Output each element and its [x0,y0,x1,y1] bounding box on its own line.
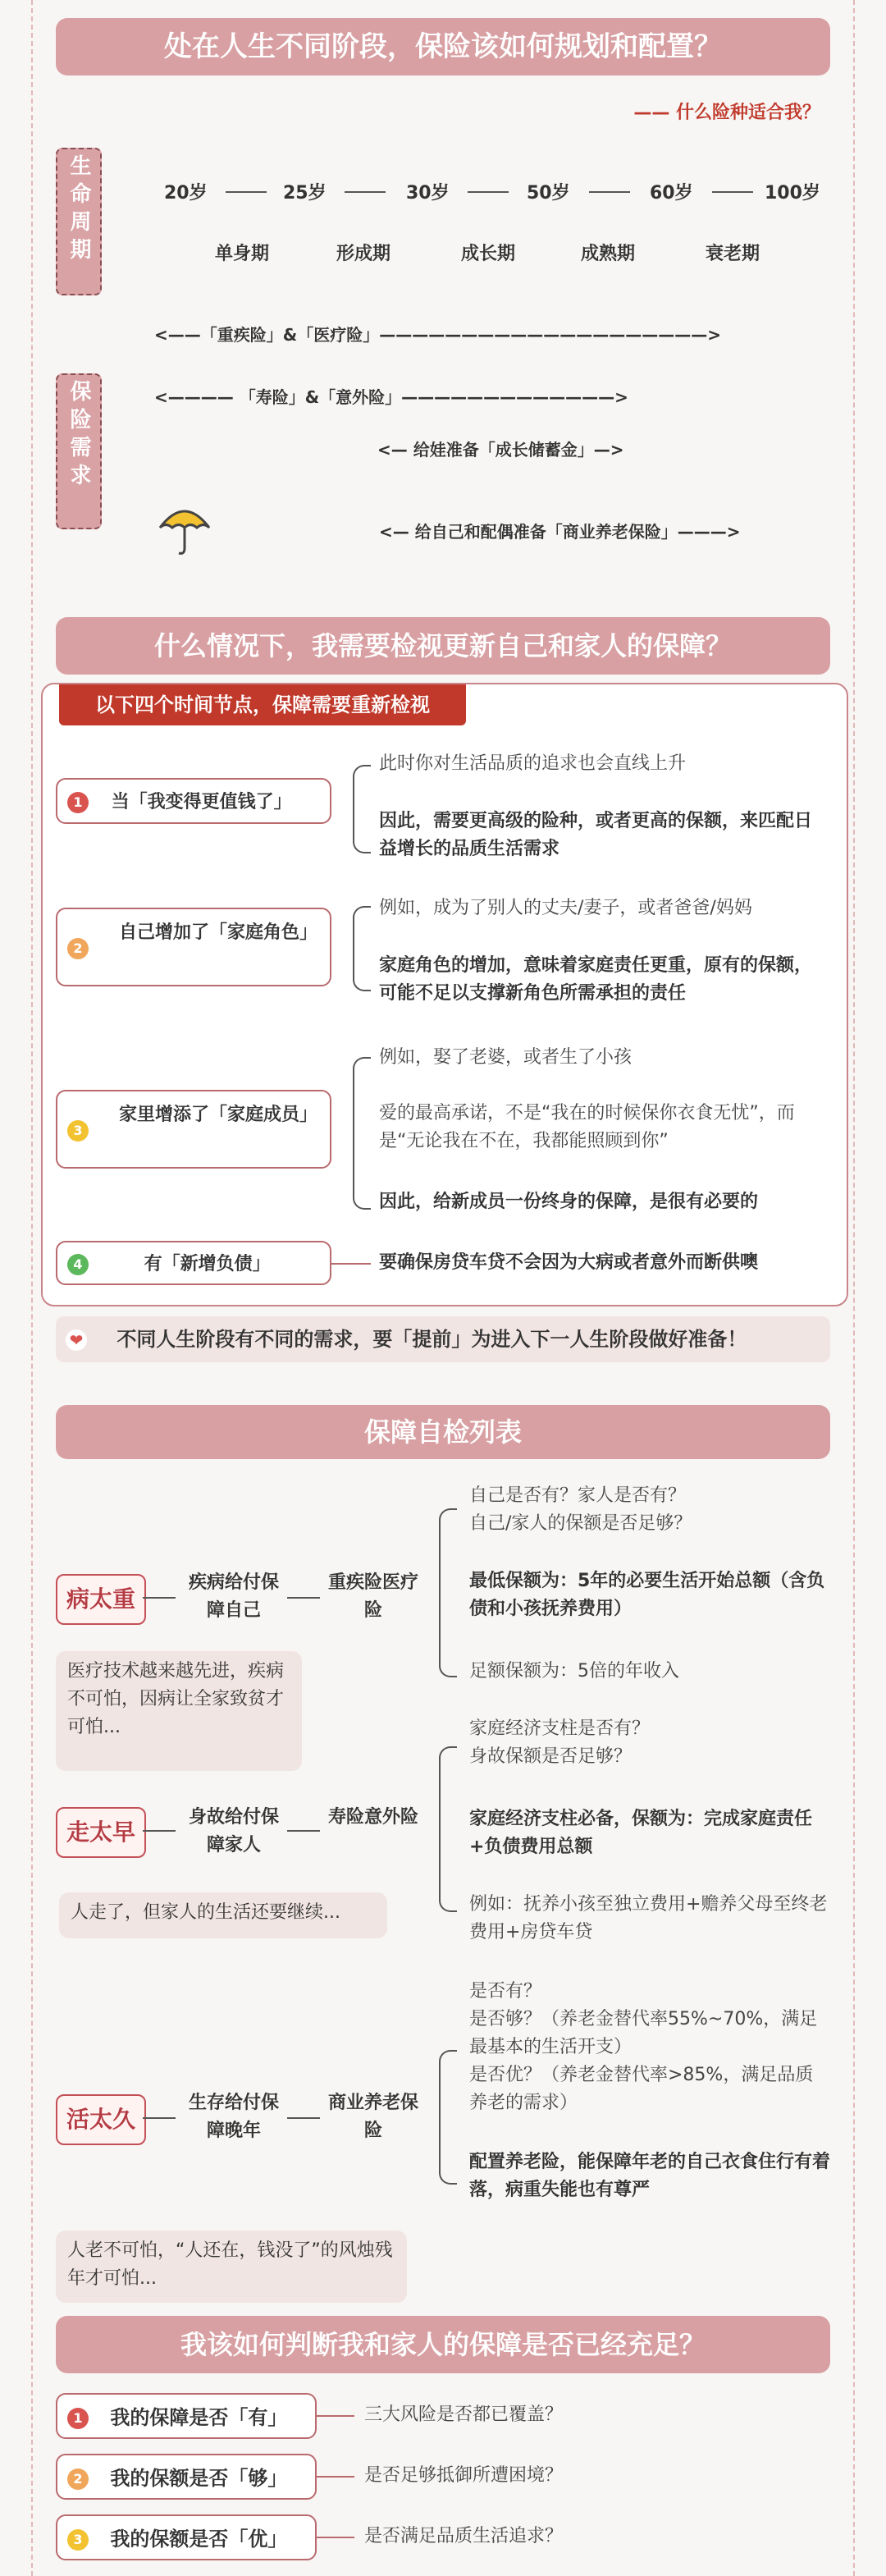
stage-single: 单身期 [215,244,270,264]
adequacy-desc: 是否足够抵御所遭困境？ [364,2465,564,2486]
side-label-lifecycle [56,148,102,295]
adequacy-item-2 [56,2454,317,2500]
age-60: 60岁 [650,183,693,204]
benefit-type: 生存给付保障晚年 [188,2093,279,2141]
section4-title: 我该如何判断我和家人的保障是否已经充足？ [56,2316,830,2373]
adequacy-item-1 [56,2393,317,2439]
age-100: 100岁 [765,183,820,204]
check-line: 自己/家人的保额是否足够？ [469,1513,692,1534]
checkpoint-desc: 此时你对生活品质的追求也会直线上升 [379,753,687,774]
stage-growing: 成长期 [461,244,516,264]
age-50: 50岁 [527,183,570,204]
side-label-needs [56,373,102,529]
arrow-pension: <— 给自己和配偶准备「商业养老保险」———> [379,522,741,542]
connector [143,2117,176,2119]
check-line: 是否优？（养老金替代率>85%，满足品质养老的需求） [469,2065,814,2113]
bracket [353,906,371,991]
number-badge: 4 [67,1254,89,1275]
insurance-types: 重疾险医疗险 [328,1572,419,1621]
risk-tag-longevity: 活太久 [56,2094,146,2145]
section1-title: 处在人生不同阶段，保险该如何规划和配置？ [56,18,830,75]
arrow-life-accident: <———— 「寿险」&「意外险」—————————————> [154,387,628,407]
connector [317,2415,354,2417]
check-line-bold: 配置养老险，能保障年老的自己衣食住行有着落，病重失能也有尊严 [469,2152,831,2200]
heart-icon: ❤ [66,1329,87,1351]
checkpoint-item-2 [56,908,331,986]
check-line: 家庭经济支柱是否有？ [469,1718,651,1739]
checkpoint-desc-bold: 因此，需要更高级的险种，或者更高的保额，来匹配日益增长的品质生活需求 [379,811,813,859]
bracket [439,1508,457,1677]
age-connector [589,191,630,193]
check-line-bold: 家庭经济支柱必备，保额为：完成家庭责任+负债费用总额 [469,1809,813,1857]
connector [317,2476,354,2478]
side-label-needs-text: 保险需求 [66,380,91,492]
age-30: 30岁 [406,183,450,204]
connector [287,2117,320,2119]
connector [287,1597,320,1599]
stage-forming: 形成期 [336,244,391,264]
risk-tag-early-death: 走太早 [56,1807,146,1858]
number-badge: 2 [67,938,89,959]
longevity-note: 人老不可怕，“人还在，钱没了”的风烛残年才可怕... [56,2231,407,2303]
check-line: 例如：抚养小孩至独立费用+赡养父母至终老费用+房贷车贷 [469,1894,828,1942]
section3-title: 保障自检列表 [56,1405,830,1459]
early-death-note: 人走了，但家人的生活还要继续... [59,1892,387,1938]
stage-note-text: 不同人生阶段有不同的需求，要「提前」为进入下一人生阶段做好准备！ [116,1328,747,1351]
check-line: 是否够？（养老金替代率55%~70%，满足最基本的生活开支） [469,2009,818,2057]
connector [331,1263,371,1265]
left-dashed-border [31,0,33,2576]
stage-aging: 衰老期 [706,244,760,264]
bracket [353,1057,371,1210]
number-badge: 3 [67,2529,89,2551]
bracket [353,765,371,853]
stage-note [56,1316,830,1362]
check-line-bold: 最低保额为：5年的必要生活开始总额（含负债和小孩抚养费用） [469,1571,825,1619]
age-25: 25岁 [283,183,327,204]
adequacy-item-3 [56,2514,317,2560]
insurance-types: 商业养老保险 [328,2093,419,2141]
adequacy-label: 我的保额是否「优」 [110,2528,288,2551]
checkpoint-desc: 例如，娶了老婆，或者生了小孩 [379,1047,633,1068]
checkpoint-desc-bold: 家庭角色的增加，意味着家庭责任更重，原有的保额，可能不足以支撑新角色所需承担的责任 [379,955,813,1004]
arrow-child-savings: <— 给娃准备「成长储蓄金」—> [377,440,624,460]
checkpoint-item-label: 有「新增负债」 [144,1254,271,1274]
adequacy-label: 我的保额是否「够」 [110,2467,288,2490]
benefit-type: 身故给付保障家人 [188,1807,279,1855]
check-line: 身故保额是否足够？ [469,1746,633,1767]
checkpoint-desc: 爱的最高承诺，不是“我在的时候保你衣食无忧”，而是“无论我在不在，我都能照顾到你” [379,1103,795,1151]
connector [287,1830,320,1832]
adequacy-desc: 是否满足品质生活追求？ [364,2526,564,2546]
illness-note: 医疗技术越来越先进，疾病不可怕，因病让全家致贫才可怕... [56,1651,302,1771]
checkpoint-tag: 以下四个时间节点，保障需要重新检视 [59,684,466,725]
adequacy-desc: 三大风险是否都已覆盖？ [364,2404,564,2425]
check-line: 足额保额为：5倍的年收入 [469,1661,679,1681]
checkpoint-desc-bold: 要确保房贷车贷不会因为大病或者意外而断供噢 [379,1252,759,1273]
arrow-critical-medical: <——「重疾险」&「医疗险」————————————————————> [154,325,721,345]
checkpoint-item-3 [56,1090,331,1169]
checkpoint-desc-bold: 因此，给新成员一份终身的保障，是很有必要的 [379,1192,759,1212]
age-connector [226,191,267,193]
number-badge: 1 [67,792,89,813]
check-line: 是否有？ [469,1981,542,2002]
checkpoint-item-label: 自己增加了「家庭角色」 [118,922,317,943]
umbrella-icon [156,499,213,558]
bracket [439,2050,457,2185]
number-badge: 1 [67,2408,89,2429]
stage-mature: 成熟期 [581,244,636,264]
right-dashed-border [853,0,855,2576]
insurance-types: 寿险意外险 [328,1807,419,1828]
connector [143,1830,176,1832]
risk-tag-illness: 病太重 [56,1574,146,1625]
side-label-lifecycle-text: 生命周期 [66,154,91,266]
checkpoint-item-label: 当「我变得更值钱了」 [111,792,292,812]
connector [317,2537,354,2538]
age-connector [468,191,509,193]
connector [143,1597,176,1599]
section2-title: 什么情况下，我需要检视更新自己和家人的保障？ [56,617,830,675]
benefit-type: 疾病给付保障自己 [188,1572,279,1621]
check-line: 自己是否有？家人是否有？ [469,1485,687,1506]
checkpoint-desc: 例如，成为了别人的丈夫/妻子，或者爸爸/妈妈 [379,898,752,918]
section1-subtitle: —— 什么险种适合我？ [633,103,820,123]
number-badge: 3 [67,1120,89,1142]
checkpoint-item-4 [56,1241,331,1285]
number-badge: 2 [67,2468,89,2490]
bracket [439,1746,457,1912]
age-connector [712,191,753,193]
checkpoint-item-1 [56,778,331,824]
age-20: 20岁 [164,183,208,204]
checkpoint-item-label: 家里增添了「家庭成员」 [118,1105,317,1125]
adequacy-label: 我的保障是否「有」 [110,2406,288,2429]
age-connector [345,191,386,193]
